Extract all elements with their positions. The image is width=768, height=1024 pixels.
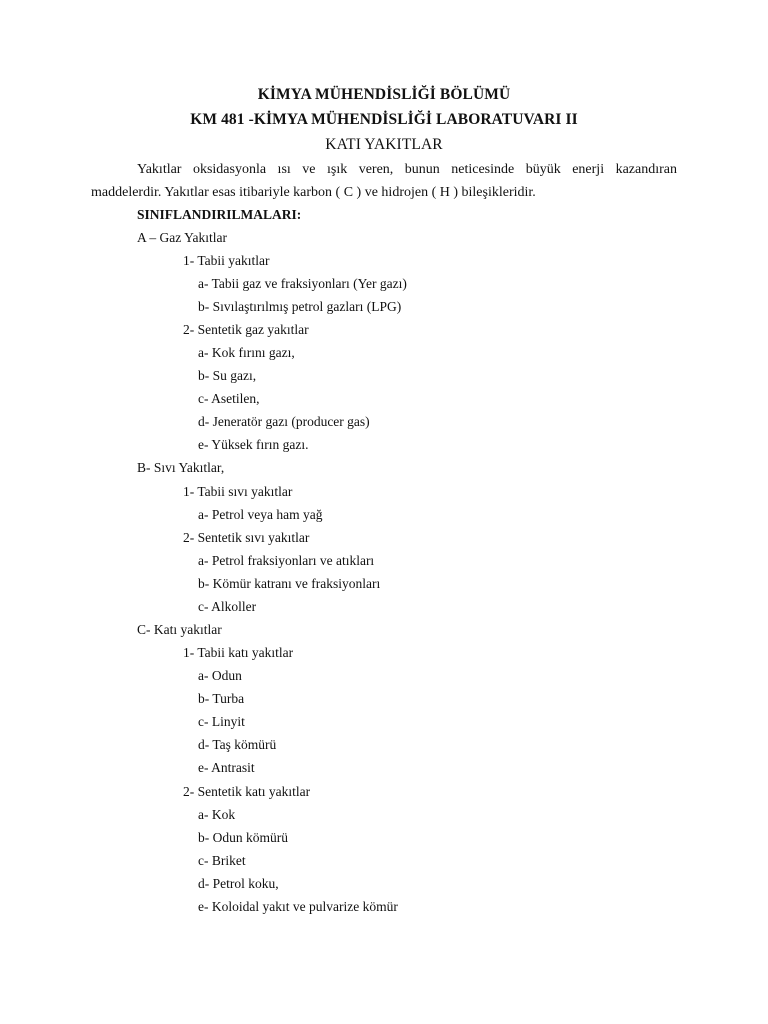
- subcategory-item: 1- Tabii katı yakıtlar: [183, 645, 294, 660]
- list-item: d- Jeneratör gazı (producer gas): [198, 414, 370, 429]
- topic-title: KATI YAKITLAR: [325, 136, 443, 153]
- list-item: a- Odun: [198, 668, 242, 683]
- list-item: c- Briket: [198, 853, 246, 868]
- list-item: b- Su gazı,: [198, 368, 257, 383]
- intro-paragraph: [91, 158, 677, 204]
- subcategory-item: 2- Sentetik sıvı yakıtlar: [183, 530, 310, 545]
- list-item: e- Antrasit: [198, 760, 255, 775]
- list-item: c- Asetilen,: [198, 391, 260, 406]
- course-title: KM 481 -KİMYA MÜHENDİSLİĞİ LABORATUVARI II: [190, 111, 578, 128]
- intro-line-2: maddelerdir. Yakıtlar esas itibariyle karbon ( C ) ve hidrojen ( H ) bileşikleridir.: [91, 185, 536, 200]
- list-item: d- Taş kömürü: [198, 737, 277, 752]
- category-gas-fuels: A – Gaz Yakıtlar: [137, 230, 227, 245]
- list-item: a- Kok fırını gazı,: [198, 345, 295, 360]
- list-item: d- Petrol koku,: [198, 876, 279, 891]
- subcategory-item: 1- Tabii yakıtlar: [183, 253, 270, 268]
- list-item: e- Yüksek fırın gazı.: [198, 437, 309, 452]
- category-liquid-fuels: B- Sıvı Yakıtlar,: [137, 460, 225, 475]
- list-item: a- Tabii gaz ve fraksiyonları (Yer gazı): [198, 276, 407, 291]
- subcategory-item: 2- Sentetik gaz yakıtlar: [183, 322, 309, 337]
- list-item: c- Alkoller: [198, 599, 257, 614]
- list-item: c- Linyit: [198, 714, 245, 729]
- department-title: KİMYA MÜHENDİSLİĞİ BÖLÜMÜ: [257, 86, 511, 103]
- list-item: b- Odun kömürü: [198, 830, 288, 845]
- list-item: e- Koloidal yakıt ve pulvarize kömür: [198, 899, 398, 914]
- list-item: b- Kömür katranı ve fraksiyonları: [198, 576, 381, 591]
- list-item: b- Turba: [198, 691, 245, 706]
- category-solid-fuels: C- Katı yakıtlar: [137, 622, 222, 637]
- list-item: a- Petrol veya ham yağ: [198, 507, 323, 522]
- list-item: b- Sıvılaştırılmış petrol gazları (LPG): [198, 299, 402, 314]
- classification-heading: SINIFLANDIRILMALARI:: [137, 207, 302, 222]
- intro-line-1: Yakıtlar oksidasyonla ısı ve ışık veren, bunun neticesinde büyük enerji kazandıran: [137, 162, 677, 177]
- subcategory-item: 1- Tabii sıvı yakıtlar: [183, 484, 293, 499]
- list-item: a- Petrol fraksiyonları ve atıkları: [198, 553, 375, 568]
- list-item: a- Kok: [198, 807, 236, 822]
- subcategory-item: 2- Sentetik katı yakıtlar: [183, 784, 311, 799]
